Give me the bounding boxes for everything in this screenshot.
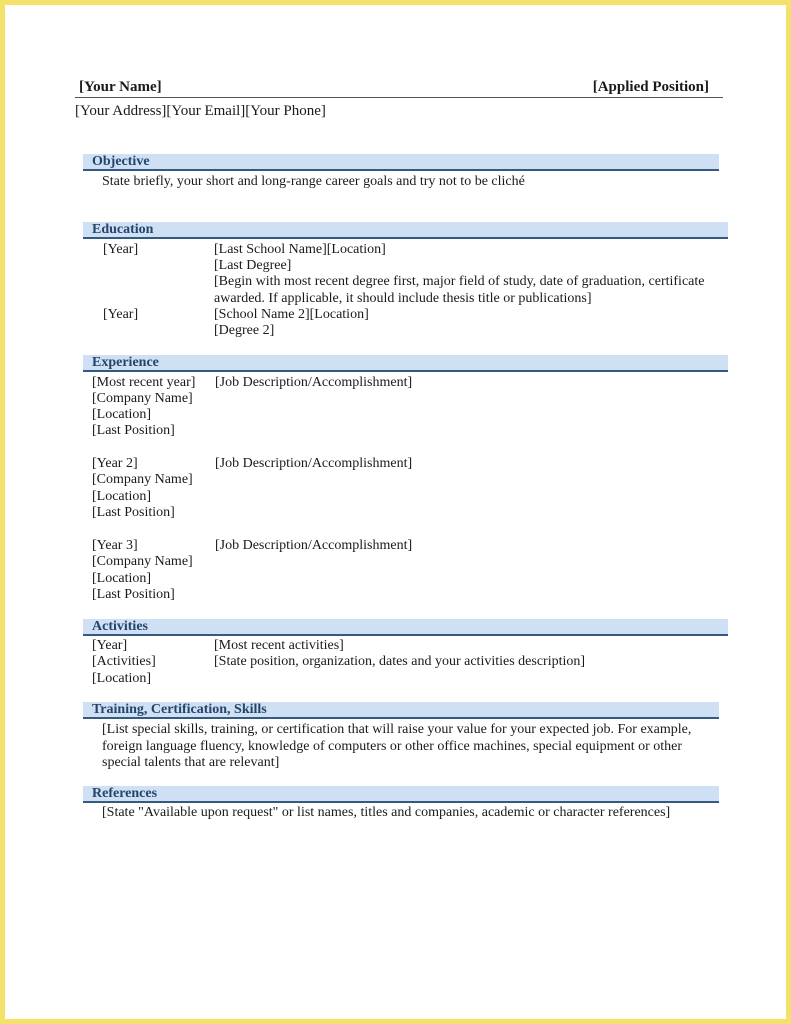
activities-activities: [Activities]: [92, 654, 156, 669]
education-degree-2: [Degree 2]: [214, 323, 275, 338]
training-text: [List special skills, training, or certification that will raise your value for your expected job. For example, foreign language fluency, knowledge of computers or other office machines, special equipment or other special talents that are relevant]: [102, 722, 692, 770]
section-references-heading: References: [83, 786, 719, 803]
activities-location: [Location]: [92, 671, 152, 686]
experience-3-location: [Location]: [92, 571, 152, 586]
experience-2-company: [Company Name]: [92, 472, 193, 487]
education-year-2: [Year]: [103, 307, 139, 322]
applied-position: [Applied Position]: [592, 79, 709, 95]
experience-2-position: [Last Position]: [92, 505, 175, 520]
experience-1-position: [Last Position]: [92, 423, 175, 438]
objective-text: State briefly, your short and long-range career goals and try not to be cliché: [102, 174, 525, 189]
section-training-heading: Training, Certification, Skills: [83, 702, 719, 719]
experience-1-description: [Job Description/Accomplishment]: [215, 375, 413, 390]
experience-3-year: [Year 3]: [92, 538, 138, 553]
activities-recent: [Most recent activities]: [214, 638, 344, 653]
experience-2-description: [Job Description/Accomplishment]: [215, 456, 413, 471]
experience-3-position: [Last Position]: [92, 587, 175, 602]
references-text: [State "Available upon request" or list names, titles and companies, academic or character references]: [102, 805, 671, 820]
experience-2-location: [Location]: [92, 489, 152, 504]
education-school-2: [School Name 2][Location]: [214, 307, 369, 322]
education-year-1: [Year]: [103, 242, 139, 257]
resume-page: [5, 5, 786, 1019]
education-school-1: [Last School Name][Location]: [214, 242, 386, 257]
contact-line: [Your Address][Your Email][Your Phone]: [75, 103, 326, 119]
section-education-heading: Education: [83, 222, 728, 239]
experience-1-company: [Company Name]: [92, 391, 193, 406]
section-objective-heading: Objective: [83, 154, 719, 171]
activities-description: [State position, organization, dates and your activities description]: [214, 654, 586, 669]
experience-3-description: [Job Description/Accomplishment]: [215, 538, 413, 553]
section-experience-heading: Experience: [83, 355, 728, 372]
experience-3-company: [Company Name]: [92, 554, 193, 569]
education-degree-1: [Last Degree]: [214, 258, 292, 273]
resume-header: [75, 75, 723, 98]
your-name: [Your Name]: [79, 79, 162, 95]
experience-1-year: [Most recent year]: [92, 375, 196, 390]
activities-year: [Year]: [92, 638, 128, 653]
education-details-1: [Begin with most recent degree first, major field of study, date of graduation, certificate awarded. If applicable, it should include thesis title or publications]: [214, 274, 705, 306]
section-activities-heading: Activities: [83, 619, 728, 636]
experience-1-location: [Location]: [92, 407, 152, 422]
experience-2-year: [Year 2]: [92, 456, 138, 471]
